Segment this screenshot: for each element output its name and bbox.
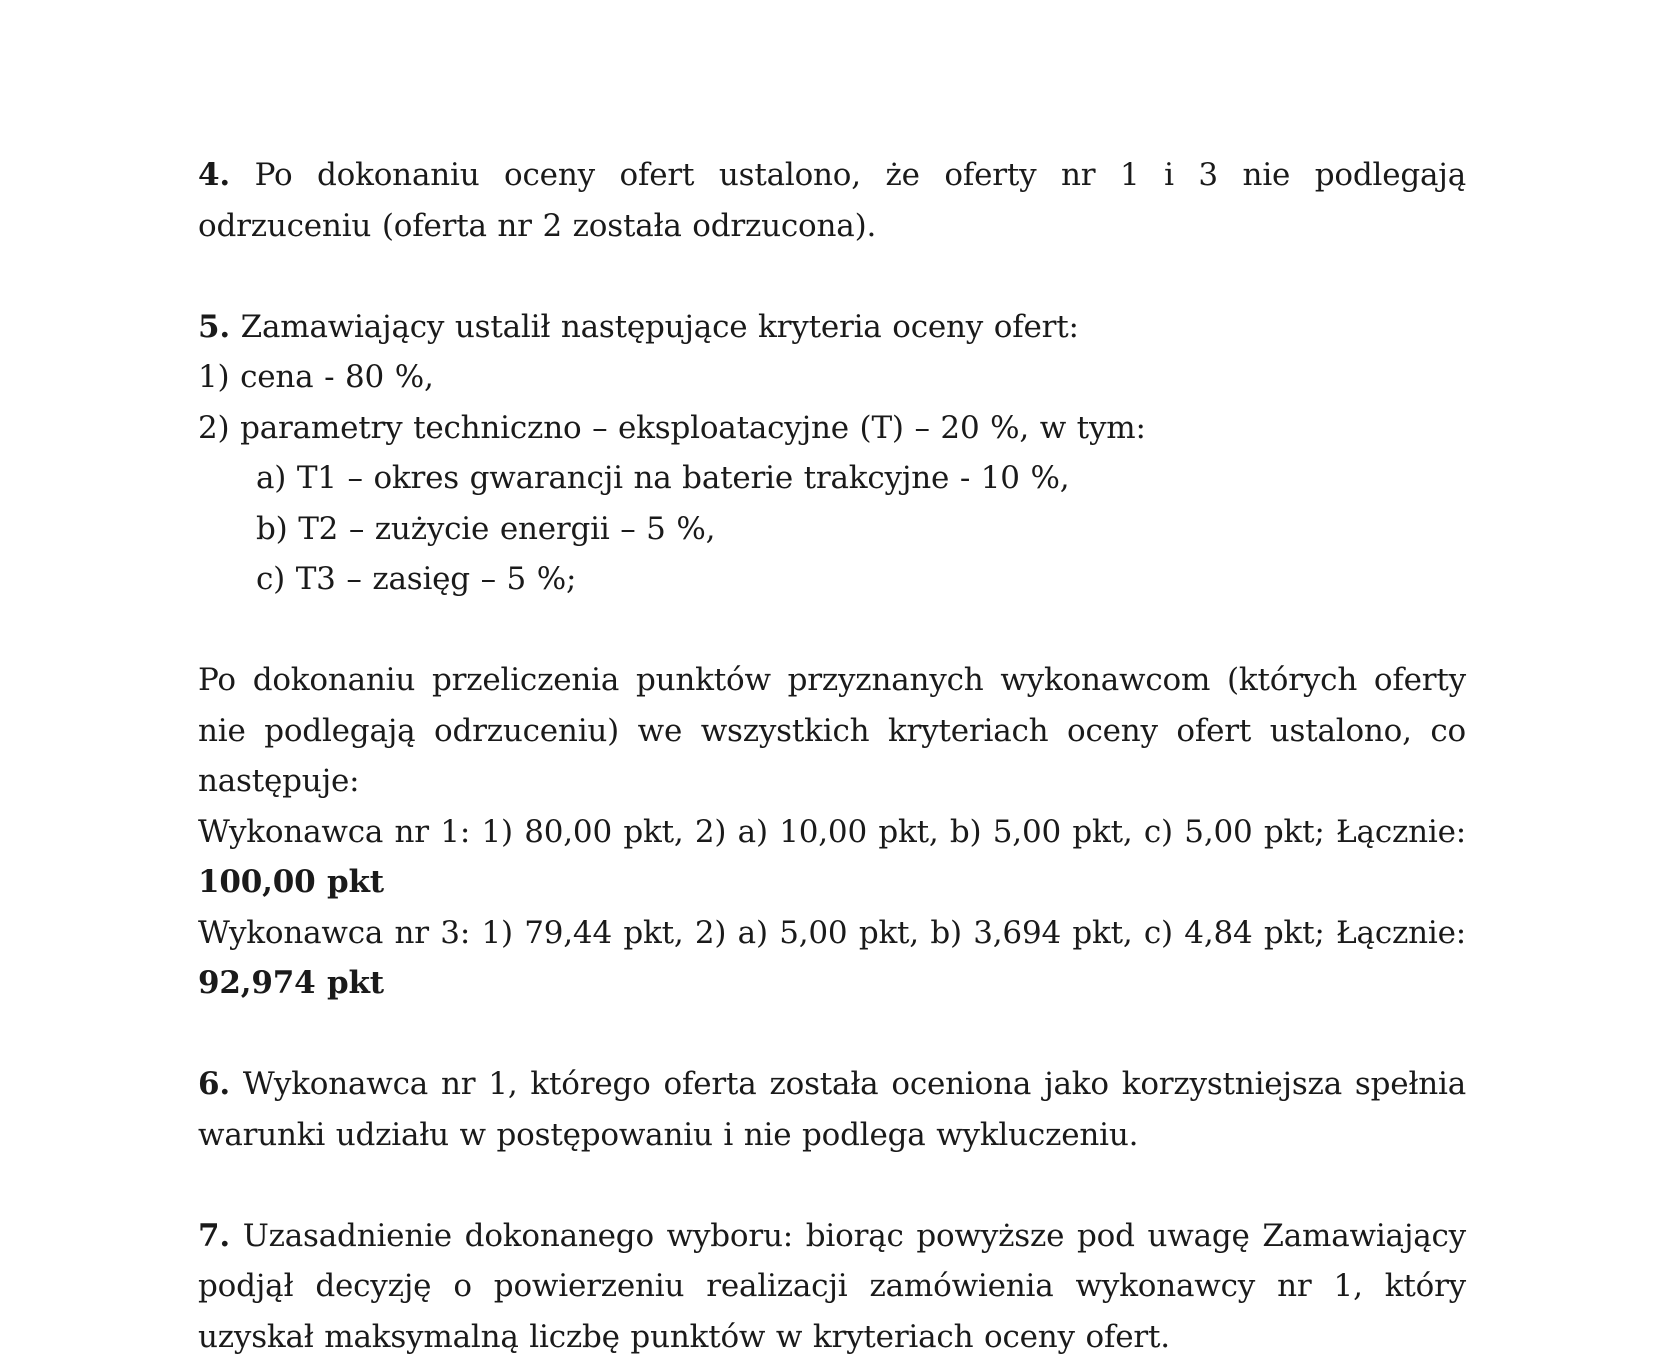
section-5-intro-text: Zamawiający ustalił następujące kryteria oceny ofert: (241, 309, 1079, 345)
spacer (198, 1160, 1466, 1211)
subcriterion-a: a) T1 – okres gwarancji na baterie trakcyjne - 10 %, (198, 453, 1466, 504)
spacer (198, 605, 1466, 656)
contractor-1-total: 100,00 pkt (198, 857, 1466, 908)
contractor-3-scores: Wykonawca nr 3: 1) 79,44 pkt, 2) a) 5,00 pkt, b) 3,694 pkt, c) 4,84 pkt; Łącznie: (198, 908, 1466, 959)
section-5-number: 5. (198, 309, 230, 345)
section-7-text: Uzasadnienie dokonanego wyboru: biorąc powyższe pod uwagę Zamawiający podjął decyzję o powierzeniu realizacji zamówienia wykonawcy nr 1, który uzyskał maksymalną liczbę punktów w kryteriach oceny ofert. (198, 1218, 1466, 1355)
criterion-1: 1) cena - 80 %, (198, 352, 1466, 403)
points-summary: Po dokonaniu przeliczenia punktów przyznanych wykonawcom (których oferty nie podlegają odrzuceniu) we wszystkich kryteriach oceny ofert ustalono, co następuje: (198, 655, 1466, 807)
spacer (198, 1009, 1466, 1060)
section-5-intro (198, 302, 1466, 353)
section-6-text: Wykonawca nr 1, którego oferta została oceniona jako korzystniejsza spełnia warunki udziału w postępowaniu i nie podlega wykluczeniu. (198, 1066, 1466, 1153)
section-4-text: Po dokonaniu oceny ofert ustalono, że oferty nr 1 i 3 nie podlegają odrzuceniu (oferta nr 2 została odrzucona). (198, 157, 1466, 244)
section-4 (198, 150, 1466, 251)
subcriterion-b: b) T2 – zużycie energii – 5 %, (198, 504, 1466, 555)
contractor-3-total: 92,974 pkt (198, 958, 1466, 1009)
section-7 (198, 1211, 1466, 1362)
section-4-number: 4. (198, 157, 230, 193)
section-6-number: 6. (198, 1066, 230, 1102)
section-6 (198, 1059, 1466, 1160)
criterion-2: 2) parametry techniczno – eksploatacyjne (T) – 20 %, w tym: (198, 403, 1466, 454)
spacer (198, 251, 1466, 302)
document-page (198, 150, 1466, 1362)
section-7-number: 7. (198, 1218, 230, 1254)
contractor-1-scores: Wykonawca nr 1: 1) 80,00 pkt, 2) a) 10,00 pkt, b) 5,00 pkt, c) 5,00 pkt; Łącznie: (198, 807, 1466, 858)
subcriterion-c: c) T3 – zasięg – 5 %; (198, 554, 1466, 605)
